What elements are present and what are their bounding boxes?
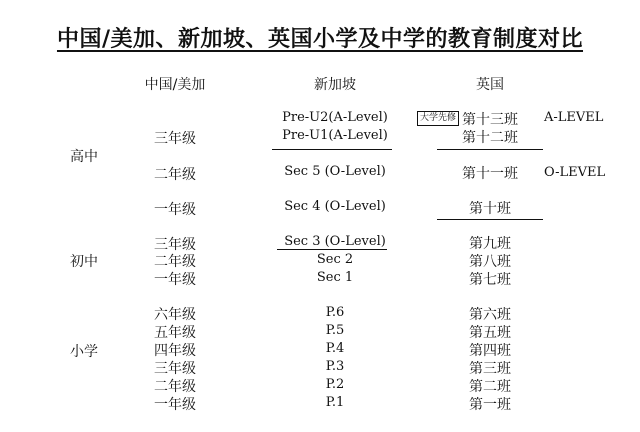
header-uk: 英国 <box>476 77 504 93</box>
header-china-usa-canada: 中国/美加 <box>144 77 206 93</box>
a-level-label: A-LEVEL <box>544 110 604 125</box>
uk-gcse-divider <box>437 219 543 220</box>
uk-row-1: 第十三班 <box>462 112 518 128</box>
sg-row-5: Sec 3 (O-Level) <box>284 234 386 249</box>
sg-row-2: Pre-U1(A-Level) <box>282 128 388 143</box>
page-title: 中国/美加、新加坡、英国小学及中学的教育制度对比 <box>56 27 584 52</box>
sg-row-7: Sec 1 <box>316 270 354 285</box>
china-row-9: 五年级 <box>154 325 196 341</box>
china-row-12: 二年级 <box>154 379 196 395</box>
uk-row-9: 第五班 <box>469 325 511 341</box>
header-singapore: 新加坡 <box>314 77 356 93</box>
china-row-3: 二年级 <box>154 167 196 183</box>
uk-row-4: 第十班 <box>469 201 511 217</box>
sg-row-8: P.6 <box>325 305 345 320</box>
sg-row-4: Sec 4 (O-Level) <box>284 199 386 214</box>
uk-row-7: 第七班 <box>469 272 511 288</box>
china-row-6: 二年级 <box>154 254 196 270</box>
uk-sixth-form-divider <box>437 149 543 150</box>
sg-row-3: Sec 5 (O-Level) <box>284 164 386 179</box>
uk-row-5: 第九班 <box>469 236 511 252</box>
sg-row-11: P.3 <box>325 359 345 374</box>
china-row-13: 一年级 <box>154 397 196 413</box>
sg-row-10: P.4 <box>325 341 345 356</box>
uk-row-11: 第三班 <box>469 361 511 377</box>
china-row-10: 四年级 <box>154 343 196 359</box>
sg-row-12: P.2 <box>325 377 345 392</box>
china-row-4: 一年级 <box>154 202 196 218</box>
china-row-7: 一年级 <box>154 272 196 288</box>
university-prep-badge: 大学先修 <box>417 111 459 126</box>
china-row-2: 三年级 <box>154 131 196 147</box>
sg-pre-u-divider <box>272 149 392 150</box>
china-row-5: 三年级 <box>154 237 196 253</box>
uk-row-12: 第二班 <box>469 379 511 395</box>
china-row-11: 三年级 <box>154 361 196 377</box>
sg-sec3-underline <box>277 249 387 250</box>
stage-middle-school: 初中 <box>70 254 98 270</box>
china-row-8: 六年级 <box>154 307 196 323</box>
sg-row-13: P.1 <box>325 395 345 410</box>
uk-row-2: 第十二班 <box>462 130 518 146</box>
stage-primary-school: 小学 <box>70 344 98 360</box>
stage-high-school: 高中 <box>70 149 98 165</box>
uk-row-13: 第一班 <box>469 397 511 413</box>
o-level-label: O-LEVEL <box>544 165 606 180</box>
uk-row-8: 第六班 <box>469 307 511 323</box>
uk-row-10: 第四班 <box>469 343 511 359</box>
sg-row-9: P.5 <box>325 323 345 338</box>
sg-row-6: Sec 2 <box>316 252 354 267</box>
uk-row-6: 第八班 <box>469 254 511 270</box>
uk-row-3: 第十一班 <box>462 166 518 182</box>
sg-row-1: Pre-U2(A-Level) <box>282 110 388 125</box>
